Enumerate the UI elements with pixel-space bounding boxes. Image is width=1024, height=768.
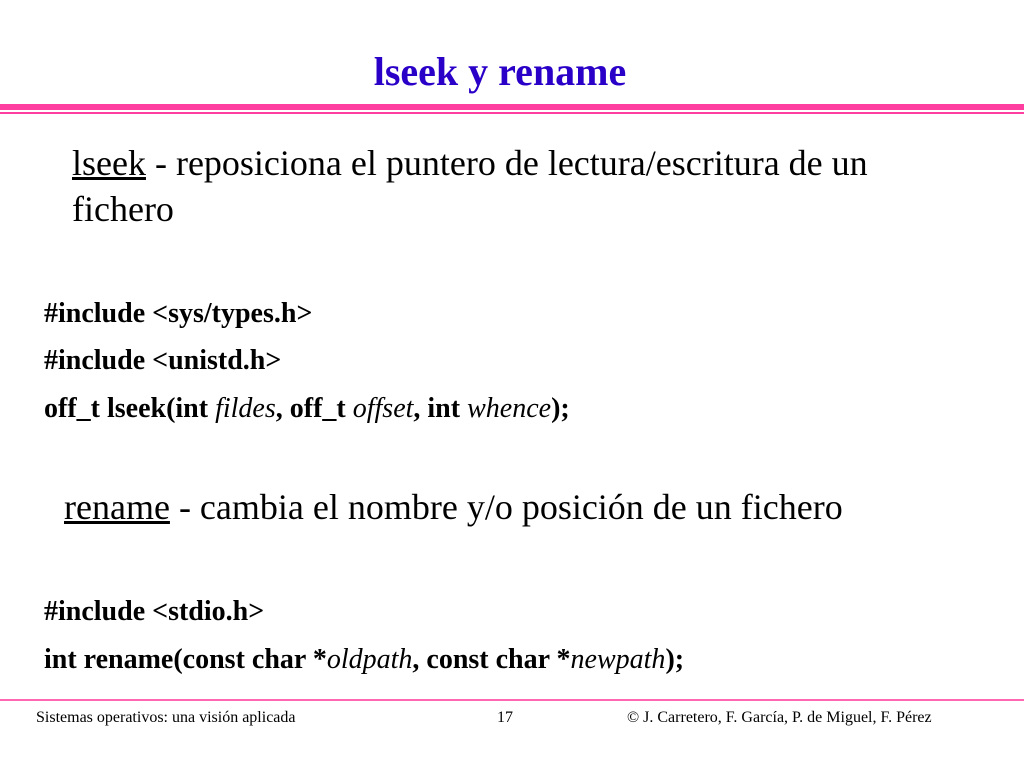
lseek-include-unistd: #include <unistd.h> [44,345,282,376]
footer-course-title: Sistemas operativos: una visión aplicada [36,709,296,726]
footer-page-number: 17 [497,709,513,726]
rename-proto-part: ); [665,644,685,675]
slide-title: lseek y rename [373,49,627,94]
rename-arg-newpath: newpath [570,644,666,675]
lseek-proto-part: , off_t [275,393,353,424]
rename-keyword: rename [64,487,170,527]
rename-arg-oldpath: oldpath [326,644,413,675]
lseek-keyword: lseek [72,143,146,183]
lseek-proto-part: ); [551,393,570,424]
title-rule-thick [0,104,1024,110]
lseek-description-line2: fichero [72,189,174,229]
rename-description-text: - cambia el nombre y/o posición de un fichero [169,487,843,527]
lseek-arg-offset: offset [352,393,414,424]
rename-proto-part: int rename(const char * [44,644,327,675]
rename-description [64,484,843,530]
lseek-arg-fildes: fildes [215,393,276,424]
rename-proto-part: , const char * [412,644,571,675]
lseek-arg-whence: whence [467,393,552,424]
title-rule-thin [0,112,1024,114]
footer-authors: © J. Carretero, F. García, P. de Miguel, F. Pérez [627,709,932,726]
lseek-proto-part: , int [413,393,468,424]
lseek-include-sys-types: #include <sys/types.h> [44,298,313,329]
rename-prototype [44,636,684,683]
rename-include-stdio: #include <stdio.h> [44,596,265,627]
lseek-proto-part: off_t lseek(int [44,393,216,424]
lseek-prototype [44,385,570,432]
lseek-description-line1 [72,140,868,186]
lseek-description-text: - reposiciona el puntero de lectura/escritura de un [145,143,868,183]
footer-rule [0,699,1024,701]
